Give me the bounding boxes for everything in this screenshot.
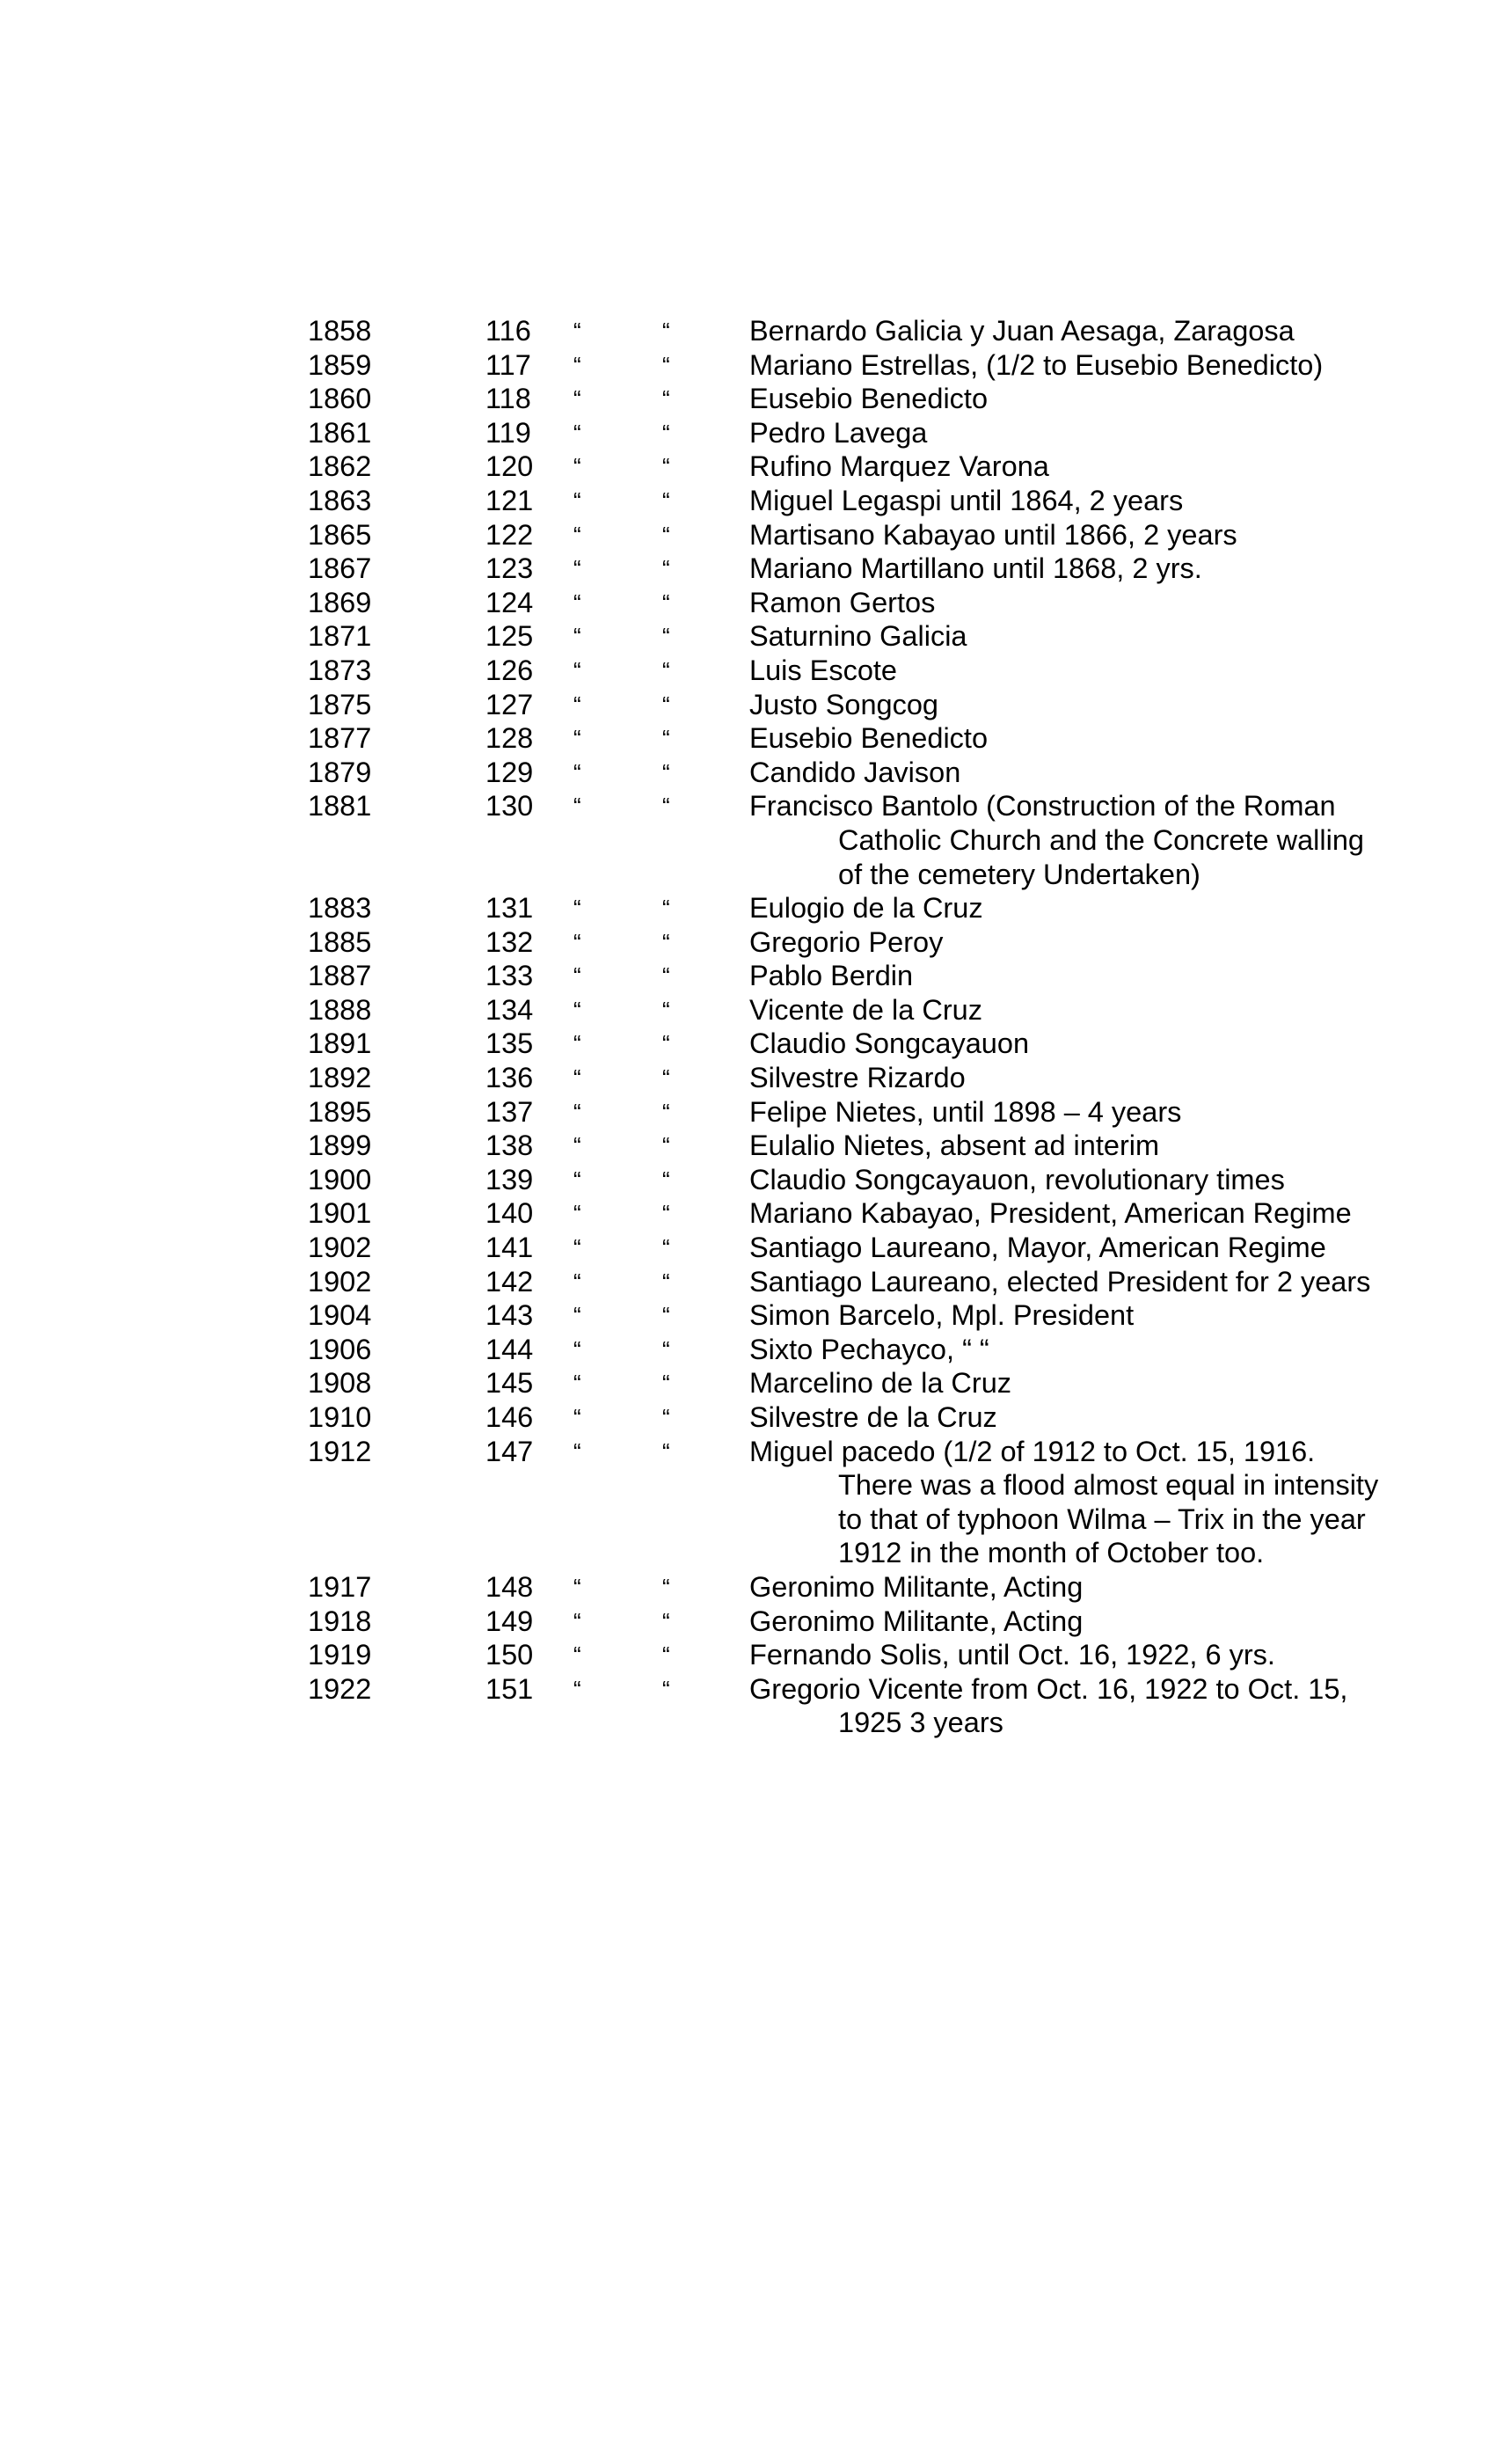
table-row <box>308 450 1319 484</box>
ditto-mark: “ <box>662 928 670 955</box>
number-cell: 117 <box>485 348 531 381</box>
official-entry-text: Eusebio Benedicto <box>749 722 989 755</box>
official-entry-text: Geronimo Militante, Acting <box>749 1570 1084 1603</box>
year-cell: 1899 <box>308 1130 372 1162</box>
ditto-mark: “ <box>662 1234 670 1261</box>
year-cell: 1892 <box>308 1062 372 1094</box>
ditto-mark: “ <box>573 1064 581 1092</box>
number-cell: 133 <box>485 960 534 992</box>
year-cell: 1917 <box>308 1570 372 1603</box>
official-entry-text: Marcelino de la Cruz <box>749 1367 1012 1400</box>
table-row <box>308 382 1319 416</box>
ditto-mark: “ <box>662 895 670 922</box>
official-entry-text: Claudio Songcayauon <box>749 1027 1030 1060</box>
official-entry-text: Miguel pacedo (1/2 of 1912 to Oct. 15, 1916. There was a flood almost equal in intensity to that of typhoon Wilma – Trix in the year 1912 in the month of October too. <box>749 1435 1379 1569</box>
ditto-mark: “ <box>573 1573 581 1600</box>
ditto-mark: “ <box>573 1268 581 1295</box>
official-entry-text: Ramon Gertos <box>749 586 936 618</box>
table-row <box>308 1163 1319 1197</box>
table-row <box>308 789 1364 891</box>
year-cell: 1871 <box>308 620 372 653</box>
year-cell: 1922 <box>308 1672 372 1705</box>
number-cell: 138 <box>485 1130 534 1162</box>
ditto-mark: “ <box>662 996 670 1023</box>
table-row <box>308 1129 1319 1163</box>
ditto-mark: “ <box>573 962 581 990</box>
ditto-mark: “ <box>662 521 670 548</box>
official-entry-text: Luis Escote <box>749 654 898 686</box>
official-entry-text: Pedro Lavega <box>749 416 928 449</box>
number-cell: 144 <box>485 1333 534 1365</box>
table-row <box>308 1333 1319 1367</box>
table-row <box>308 416 1319 450</box>
year-cell: 1919 <box>308 1639 372 1671</box>
ditto-mark: “ <box>573 419 581 446</box>
ditto-mark: “ <box>662 1404 670 1430</box>
official-entry-text: Felipe Nietes, until 1898 – 4 years <box>749 1095 1182 1128</box>
number-cell: 118 <box>485 383 531 415</box>
year-cell: 1881 <box>308 790 372 823</box>
ditto-mark: “ <box>573 1335 581 1363</box>
official-entry-text: Eulogio de la Cruz <box>749 892 983 925</box>
year-cell: 1908 <box>308 1367 372 1400</box>
ditto-mark: “ <box>573 385 581 413</box>
year-cell: 1887 <box>308 960 372 992</box>
table-row <box>308 959 1319 993</box>
number-cell: 124 <box>485 586 534 618</box>
table-row <box>308 891 1319 925</box>
ditto-mark: “ <box>573 1200 581 1227</box>
number-cell: 122 <box>485 518 534 551</box>
official-entry-text: Mariano Martillano until 1868, 2 yrs. <box>749 552 1202 585</box>
table-row <box>308 1400 1319 1435</box>
official-entry-text: Claudio Songcayauon, revolutionary times <box>749 1163 1285 1195</box>
ditto-mark: “ <box>662 1200 670 1227</box>
ditto-mark: “ <box>662 351 670 378</box>
ditto-mark: “ <box>662 385 670 413</box>
official-entry-text: Vicente de la Cruz <box>749 993 982 1026</box>
ditto-mark: “ <box>662 1132 670 1159</box>
ditto-mark: “ <box>662 1098 670 1125</box>
ditto-mark: “ <box>573 1607 581 1634</box>
table-row <box>308 518 1319 552</box>
table-row <box>308 484 1319 518</box>
table-row <box>308 586 1319 620</box>
number-cell: 126 <box>485 654 534 686</box>
year-cell: 1873 <box>308 654 372 686</box>
number-cell: 147 <box>485 1435 534 1467</box>
table-row <box>308 1027 1319 1061</box>
ditto-mark: “ <box>573 1098 581 1125</box>
ditto-mark: “ <box>662 486 670 514</box>
official-entry-text: Gregorio Vicente from Oct. 16, 1922 to Oct. 15, 1925 3 years <box>749 1672 1348 1739</box>
ditto-mark: “ <box>573 895 581 922</box>
ditto-mark: “ <box>573 486 581 514</box>
ditto-mark: “ <box>662 1166 670 1193</box>
number-cell: 151 <box>485 1672 534 1705</box>
table-row <box>308 1366 1319 1400</box>
number-cell: 120 <box>485 450 534 483</box>
year-cell: 1918 <box>308 1605 372 1637</box>
number-cell: 149 <box>485 1605 534 1637</box>
table-row <box>308 1298 1319 1333</box>
number-cell: 150 <box>485 1639 534 1671</box>
number-cell: 116 <box>485 315 531 347</box>
official-entry-text: Silvestre Rizardo <box>749 1062 966 1094</box>
number-cell: 139 <box>485 1163 534 1195</box>
number-cell: 141 <box>485 1232 534 1264</box>
year-cell: 1879 <box>308 756 372 788</box>
number-cell: 136 <box>485 1062 534 1094</box>
table-row <box>308 925 1319 960</box>
official-entry-text: Gregorio Peroy <box>749 925 944 958</box>
official-entry-text: Martisano Kabayao until 1866, 2 years <box>749 518 1237 551</box>
ditto-mark: “ <box>573 691 581 718</box>
year-cell: 1862 <box>308 450 372 483</box>
official-entry-text: Fernando Solis, until Oct. 16, 1922, 6 yrs. <box>749 1639 1275 1671</box>
table-row <box>308 1061 1319 1095</box>
ditto-mark: “ <box>662 793 670 820</box>
number-cell: 125 <box>485 620 534 653</box>
year-cell: 1895 <box>308 1095 372 1128</box>
ditto-mark: “ <box>573 1404 581 1430</box>
ditto-mark: “ <box>573 1166 581 1193</box>
number-cell: 146 <box>485 1401 534 1433</box>
table-row <box>308 993 1319 1027</box>
number-cell: 135 <box>485 1027 534 1060</box>
ditto-mark: “ <box>662 318 670 344</box>
number-cell: 137 <box>485 1095 534 1128</box>
official-entry-text: Miguel Legaspi until 1864, 2 years <box>749 484 1184 516</box>
official-entry-text: Simon Barcelo, Mpl. President <box>749 1299 1135 1332</box>
table-row <box>308 756 1319 790</box>
table-row <box>308 1672 1348 1740</box>
number-cell: 134 <box>485 993 534 1026</box>
table-row <box>308 348 1324 383</box>
official-entry-text: Candido Javison <box>749 756 961 788</box>
table-row <box>308 1231 1326 1265</box>
ditto-mark: “ <box>662 419 670 446</box>
number-cell: 129 <box>485 756 534 788</box>
ditto-mark: “ <box>573 521 581 548</box>
official-entry-text: Rufino Marquez Varona <box>749 450 1049 483</box>
ditto-mark: “ <box>573 318 581 344</box>
official-entry-text: Pablo Berdin <box>749 960 914 992</box>
number-cell: 123 <box>485 552 534 585</box>
ditto-mark: “ <box>662 1030 670 1057</box>
ditto-mark: “ <box>662 1064 670 1092</box>
ditto-mark: “ <box>573 1675 581 1702</box>
year-cell: 1863 <box>308 484 372 516</box>
table-row <box>308 1435 1379 1570</box>
ditto-mark: “ <box>573 623 581 650</box>
table-row <box>308 1265 1371 1299</box>
ditto-mark: “ <box>662 1370 670 1397</box>
ditto-mark: “ <box>662 1437 670 1465</box>
official-entry-text: Saturnino Galicia <box>749 620 967 653</box>
table-row <box>308 1638 1319 1672</box>
table-row <box>308 1570 1319 1605</box>
official-entry-text: Geronimo Militante, Acting <box>749 1605 1084 1637</box>
ditto-mark: “ <box>662 555 670 582</box>
number-cell: 121 <box>485 484 534 516</box>
year-cell: 1885 <box>308 925 372 958</box>
year-cell: 1912 <box>308 1435 372 1467</box>
year-cell: 1891 <box>308 1027 372 1060</box>
ditto-mark: “ <box>573 793 581 820</box>
ditto-mark: “ <box>662 1573 670 1600</box>
official-entry-text: Santiago Laureano, elected President for 2 years <box>749 1265 1371 1298</box>
year-cell: 1901 <box>308 1197 372 1230</box>
year-cell: 1865 <box>308 518 372 551</box>
official-entry-text: Francisco Bantolo (Construction of the Roman Catholic Church and the Concrete walling of the cemetery Undertaken) <box>749 790 1364 890</box>
ditto-mark: “ <box>573 725 581 752</box>
ditto-mark: “ <box>573 453 581 480</box>
official-entry-text: Mariano Estrellas, (1/2 to Eusebio Benedicto) <box>749 348 1324 381</box>
year-cell: 1900 <box>308 1163 372 1195</box>
table-row <box>308 552 1319 586</box>
ditto-mark: “ <box>662 1335 670 1363</box>
year-cell: 1859 <box>308 348 372 381</box>
ditto-mark: “ <box>662 962 670 990</box>
officials-table <box>308 314 1379 1740</box>
year-cell: 1883 <box>308 892 372 925</box>
ditto-mark: “ <box>573 1437 581 1465</box>
ditto-mark: “ <box>573 555 581 582</box>
ditto-mark: “ <box>662 623 670 650</box>
ditto-mark: “ <box>662 453 670 480</box>
year-cell: 1860 <box>308 383 372 415</box>
year-cell: 1867 <box>308 552 372 585</box>
ditto-mark: “ <box>573 1641 581 1669</box>
table-row <box>308 314 1319 348</box>
ditto-mark: “ <box>573 928 581 955</box>
ditto-mark: “ <box>662 725 670 752</box>
ditto-mark: “ <box>573 1030 581 1057</box>
number-cell: 128 <box>485 722 534 755</box>
official-entry-text: Silvestre de la Cruz <box>749 1401 997 1433</box>
year-cell: 1906 <box>308 1333 372 1365</box>
ditto-mark: “ <box>662 656 670 684</box>
ditto-mark: “ <box>573 351 581 378</box>
year-cell: 1902 <box>308 1232 372 1264</box>
number-cell: 143 <box>485 1299 534 1332</box>
ditto-mark: “ <box>573 1302 581 1329</box>
ditto-mark: “ <box>573 589 581 616</box>
ditto-mark: “ <box>573 996 581 1023</box>
table-row <box>308 721 1319 756</box>
official-entry-text: Bernardo Galicia y Juan Aesaga, Zaragosa <box>749 315 1295 347</box>
year-cell: 1902 <box>308 1265 372 1298</box>
ditto-mark: “ <box>662 691 670 718</box>
ditto-mark: “ <box>662 1675 670 1702</box>
number-cell: 131 <box>485 892 534 925</box>
table-row <box>308 1196 1352 1231</box>
year-cell: 1877 <box>308 722 372 755</box>
year-cell: 1888 <box>308 993 372 1026</box>
table-row <box>308 654 1319 688</box>
ditto-mark: “ <box>662 1607 670 1634</box>
official-entry-text: Eusebio Benedicto <box>749 383 989 415</box>
official-entry-text: Santiago Laureano, Mayor, American Regime <box>749 1232 1326 1264</box>
ditto-mark: “ <box>662 1268 670 1295</box>
table-row <box>308 688 1319 722</box>
number-cell: 140 <box>485 1197 534 1230</box>
official-entry-text: Mariano Kabayao, President, American Regime <box>749 1197 1352 1230</box>
year-cell: 1875 <box>308 688 372 720</box>
ditto-mark: “ <box>573 1370 581 1397</box>
table-row <box>308 1605 1319 1639</box>
number-cell: 142 <box>485 1265 534 1298</box>
ditto-mark: “ <box>573 1234 581 1261</box>
table-row <box>308 619 1319 654</box>
ditto-mark: “ <box>662 758 670 786</box>
year-cell: 1869 <box>308 586 372 618</box>
number-cell: 130 <box>485 790 534 823</box>
official-entry-text: Eulalio Nietes, absent ad interim <box>749 1130 1160 1162</box>
number-cell: 119 <box>485 416 531 449</box>
year-cell: 1910 <box>308 1401 372 1433</box>
table-row <box>308 1095 1319 1130</box>
year-cell: 1904 <box>308 1299 372 1332</box>
year-cell: 1858 <box>308 315 372 347</box>
year-cell: 1861 <box>308 416 372 449</box>
official-entry-text: Sixto Pechayco, “ “ <box>749 1333 989 1365</box>
ditto-mark: “ <box>573 1132 581 1159</box>
ditto-mark: “ <box>573 758 581 786</box>
number-cell: 145 <box>485 1367 534 1400</box>
number-cell: 132 <box>485 925 534 958</box>
ditto-mark: “ <box>662 1302 670 1329</box>
number-cell: 148 <box>485 1570 534 1603</box>
ditto-mark: “ <box>573 656 581 684</box>
ditto-mark: “ <box>662 1641 670 1669</box>
official-entry-text: Justo Songcog <box>749 688 939 720</box>
number-cell: 127 <box>485 688 534 720</box>
ditto-mark: “ <box>662 589 670 616</box>
